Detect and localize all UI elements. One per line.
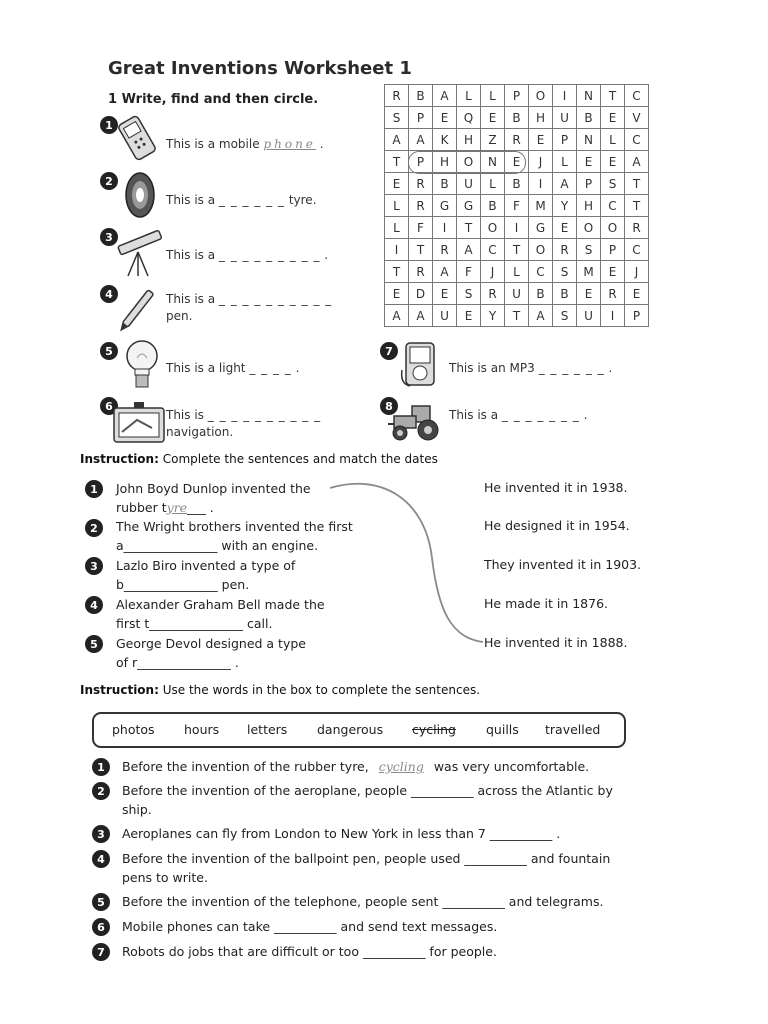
match-1-line1: John Boyd Dunlop invented the (116, 481, 311, 496)
word-search-cell: P (409, 107, 433, 129)
word-search-cell: R (625, 217, 649, 239)
word-search-cell: S (577, 239, 601, 261)
word-search-cell: T (385, 151, 409, 173)
word-search-cell: C (529, 261, 553, 283)
word-search-cell: U (433, 305, 457, 327)
word-search-cell: T (457, 217, 481, 239)
item-number: 4 (100, 285, 118, 303)
word-search-cell: E (529, 129, 553, 151)
word-search-cell: A (409, 305, 433, 327)
item-4-text: This is a _ _ _ _ _ _ _ _ _ _ (166, 292, 333, 306)
item-1-text: This is a mobile phone . (166, 137, 324, 151)
word-search-cell: A (385, 129, 409, 151)
date-answer: He invented it in 1938. (484, 480, 628, 495)
word-search-cell: T (505, 239, 529, 261)
item-number: 4 (92, 850, 110, 868)
item-1-answer: phone (263, 137, 316, 151)
match-2-line1: The Wright brothers invented the first (116, 519, 353, 534)
word-search-cell: T (505, 305, 529, 327)
word-box-item: letters (247, 722, 288, 737)
item-3-text: This is a _ _ _ _ _ _ _ _ _ . (166, 248, 329, 262)
word-box-item: hours (184, 722, 220, 737)
word-search-cell: B (409, 85, 433, 107)
word-search-cell: I (433, 217, 457, 239)
section3-instruction: Instruction: Use the words in the box to complete the sentences. (80, 683, 481, 697)
word-search-cell: L (553, 151, 577, 173)
word-search-grid (384, 84, 649, 327)
match-3-line1: Lazlo Biro invented a type of (116, 558, 296, 573)
word-search-cell: E (601, 261, 625, 283)
item-number: 5 (100, 342, 118, 360)
word-search-cell: E (481, 107, 505, 129)
word-search-cell: P (625, 305, 649, 327)
word-search-cell: R (409, 173, 433, 195)
word-search-row (385, 217, 649, 239)
date-answer: They invented it in 1903. (484, 557, 642, 572)
word-search-cell: B (505, 173, 529, 195)
word-search-cell: E (457, 305, 481, 327)
word-search-cell: S (553, 305, 577, 327)
word-search-row (385, 261, 649, 283)
word-search-cell: T (409, 239, 433, 261)
match-3-line2: b_______________ pen. (116, 577, 250, 592)
gps-navigation-icon (112, 400, 166, 444)
word-search-cell: M (577, 261, 601, 283)
word-search-cell: A (625, 151, 649, 173)
word-search-cell: R (481, 283, 505, 305)
word-search-cell: P (601, 239, 625, 261)
item-5-text: This is a light _ _ _ _ . (166, 361, 300, 375)
word-search-cell: O (529, 239, 553, 261)
word-search-cell: C (625, 85, 649, 107)
word-search-cell: R (553, 239, 577, 261)
sentence-2-line1: Before the invention of the aeroplane, people __________ across the Atlantic by (122, 783, 613, 798)
word-search-cell: U (553, 107, 577, 129)
word-search-cell: I (553, 85, 577, 107)
word-box-item: travelled (545, 722, 601, 737)
word-search-cell: L (385, 195, 409, 217)
item-7-text: This is an MP3 _ _ _ _ _ _ . (449, 361, 613, 375)
word-search-row (385, 195, 649, 217)
word-search-cell: L (481, 173, 505, 195)
word-search-cell: R (601, 283, 625, 305)
ballpoint-pen-icon (114, 282, 164, 334)
item-number: 8 (380, 397, 398, 415)
word-search-cell: E (433, 283, 457, 305)
word-search-cell: F (457, 261, 481, 283)
worksheet-title: Great Inventions Worksheet 1 (108, 58, 412, 79)
word-search-row (385, 107, 649, 129)
word-search-cell: L (385, 217, 409, 239)
item-number: 5 (92, 893, 110, 911)
sentence-7: Robots do jobs that are difficult or too __________ for people. (122, 944, 497, 959)
word-search-cell: U (577, 305, 601, 327)
date-answer: He designed it in 1954. (484, 518, 630, 533)
mp3-player-icon (398, 340, 440, 390)
item-number: 1 (85, 480, 103, 498)
item-number: 6 (92, 918, 110, 936)
date-answer: He invented it in 1888. (484, 635, 628, 650)
word-search-cell: P (505, 85, 529, 107)
item-number: 1 (92, 758, 110, 776)
word-search-cell: C (601, 195, 625, 217)
light-bulb-icon (124, 338, 160, 394)
word-search-row (385, 173, 649, 195)
word-search-cell: R (385, 85, 409, 107)
word-search-cell: A (529, 305, 553, 327)
item-number: 1 (100, 116, 118, 134)
telescope-icon (108, 228, 166, 278)
word-search-cell: Z (481, 129, 505, 151)
word-search-cell: L (601, 129, 625, 151)
tyre-icon (118, 170, 162, 220)
word-box-item-used: cycling (412, 722, 456, 737)
word-search-cell: R (433, 239, 457, 261)
word-search-cell: B (505, 107, 529, 129)
word-search-cell: A (433, 261, 457, 283)
word-search-cell: E (601, 151, 625, 173)
item-number: 5 (85, 635, 103, 653)
match-connector-line (320, 478, 490, 648)
match-4-line2: first t_______________ call. (116, 616, 273, 631)
word-search-cell: G (529, 217, 553, 239)
item-4-line2: pen. (166, 309, 193, 323)
word-search-row (385, 305, 649, 327)
word-search-cell: F (505, 195, 529, 217)
word-search-cell: P (409, 151, 433, 173)
word-search-cell: Y (553, 195, 577, 217)
word-search-cell: I (601, 305, 625, 327)
word-search-cell: E (625, 283, 649, 305)
word-search-cell: J (481, 261, 505, 283)
word-search-cell: E (577, 283, 601, 305)
word-search-cell: U (457, 173, 481, 195)
word-search-circle (408, 151, 526, 174)
word-search-cell: H (457, 129, 481, 151)
word-search-cell: O (577, 217, 601, 239)
sentence-4-line1: Before the invention of the ballpoint pen, people used __________ and fountain (122, 851, 611, 866)
word-search-cell: P (577, 173, 601, 195)
item-number: 3 (100, 228, 118, 246)
word-search-cell: C (481, 239, 505, 261)
word-search-cell: O (457, 151, 481, 173)
item-6-line2: navigation. (166, 425, 234, 439)
mobile-phone-icon (110, 114, 164, 162)
word-search-cell: L (457, 85, 481, 107)
word-search-cell: T (625, 173, 649, 195)
sentence-5: Before the invention of the telephone, people sent __________ and telegrams. (122, 894, 604, 909)
item-number: 3 (85, 557, 103, 575)
word-search-cell: E (385, 283, 409, 305)
tractor-icon (386, 402, 444, 442)
word-search-cell: T (625, 195, 649, 217)
word-search-cell: E (433, 107, 457, 129)
word-search-cell: E (385, 173, 409, 195)
word-search-cell: S (385, 107, 409, 129)
item-number: 2 (92, 782, 110, 800)
sentence-2-line2: ship. (122, 802, 152, 817)
word-search-cell: B (433, 173, 457, 195)
word-search-cell: V (625, 107, 649, 129)
word-search-cell: A (433, 85, 457, 107)
word-search-cell: K (433, 129, 457, 151)
sentence-1: Before the invention of the rubber tyre, cycling was very uncomfortable. (122, 759, 590, 774)
word-search-cell: J (529, 151, 553, 173)
word-search-cell: J (625, 261, 649, 283)
sentence-3: Aeroplanes can fly from London to New York in less than 7 __________ . (122, 826, 561, 841)
word-search-cell: G (433, 195, 457, 217)
item-number: 4 (85, 596, 103, 614)
word-search-cell: O (481, 217, 505, 239)
word-search-cell: O (601, 217, 625, 239)
word-box-item: dangerous (317, 722, 384, 737)
word-search-cell: M (529, 195, 553, 217)
word-search-cell: G (457, 195, 481, 217)
word-search-cell: N (481, 151, 505, 173)
date-answer: He made it in 1876. (484, 596, 608, 611)
word-search-cell: N (577, 129, 601, 151)
word-search-cell: H (529, 107, 553, 129)
item-number: 6 (100, 397, 118, 415)
item-number: 3 (92, 825, 110, 843)
match-2-line2: a_______________ with an engine. (116, 538, 319, 553)
word-search-cell: U (505, 283, 529, 305)
word-box-item: photos (112, 722, 155, 737)
word-search-cell: E (577, 151, 601, 173)
word-search-cell: Q (457, 107, 481, 129)
word-search-cell: S (601, 173, 625, 195)
sentence-4-line2: pens to write. (122, 870, 208, 885)
word-search-cell: E (505, 151, 529, 173)
word-search-cell: B (577, 107, 601, 129)
match-1-line2: rubber tyre___ . (116, 500, 214, 515)
item-number: 7 (92, 943, 110, 961)
word-search-cell: I (385, 239, 409, 261)
word-search-cell: B (553, 283, 577, 305)
word-search-cell: L (481, 85, 505, 107)
item-number: 7 (380, 342, 398, 360)
match-4-line1: Alexander Graham Bell made the (116, 597, 325, 612)
match-5-line2: of r_______________ . (116, 655, 239, 670)
item-2-text: This is a _ _ _ _ _ _ tyre. (166, 193, 317, 207)
section2-instruction: Instruction: Complete the sentences and match the dates (80, 452, 438, 466)
word-search-cell: C (625, 239, 649, 261)
item-8-text: This is a _ _ _ _ _ _ _ . (449, 408, 588, 422)
word-search-cell: T (385, 261, 409, 283)
word-search-row (385, 85, 649, 107)
section1-heading: 1 Write, find and then circle. (108, 92, 319, 107)
word-search-cell: S (553, 261, 577, 283)
word-search-cell: A (385, 305, 409, 327)
word-search-cell: B (481, 195, 505, 217)
word-search-cell: C (625, 129, 649, 151)
word-search-row (385, 283, 649, 305)
word-search-cell: I (529, 173, 553, 195)
word-search-cell: Y (481, 305, 505, 327)
match-5-line1: George Devol designed a type (116, 636, 306, 651)
word-search-row (385, 239, 649, 261)
word-search-cell: I (505, 217, 529, 239)
word-search-cell: E (553, 217, 577, 239)
word-search-cell: R (409, 195, 433, 217)
word-search-row (385, 129, 649, 151)
word-search-cell: S (457, 283, 481, 305)
word-search-cell: E (601, 107, 625, 129)
item-number: 2 (100, 172, 118, 190)
word-search-cell: P (553, 129, 577, 151)
sentence-6: Mobile phones can take __________ and send text messages. (122, 919, 498, 934)
word-search-cell: T (601, 85, 625, 107)
word-search-cell: H (577, 195, 601, 217)
word-search-cell: A (409, 129, 433, 151)
word-search-cell: L (505, 261, 529, 283)
item-number: 2 (85, 519, 103, 537)
word-search-cell: H (433, 151, 457, 173)
word-search-cell: D (409, 283, 433, 305)
word-search-cell: N (577, 85, 601, 107)
word-search-cell: B (529, 283, 553, 305)
word-search-cell: O (529, 85, 553, 107)
word-search-cell: F (409, 217, 433, 239)
word-box-item: quills (486, 722, 519, 737)
word-search-cell: A (553, 173, 577, 195)
word-search-cell: R (409, 261, 433, 283)
word-search-cell: R (505, 129, 529, 151)
item-6-text: This is _ _ _ _ _ _ _ _ _ _ (166, 408, 322, 422)
word-search-cell: A (457, 239, 481, 261)
